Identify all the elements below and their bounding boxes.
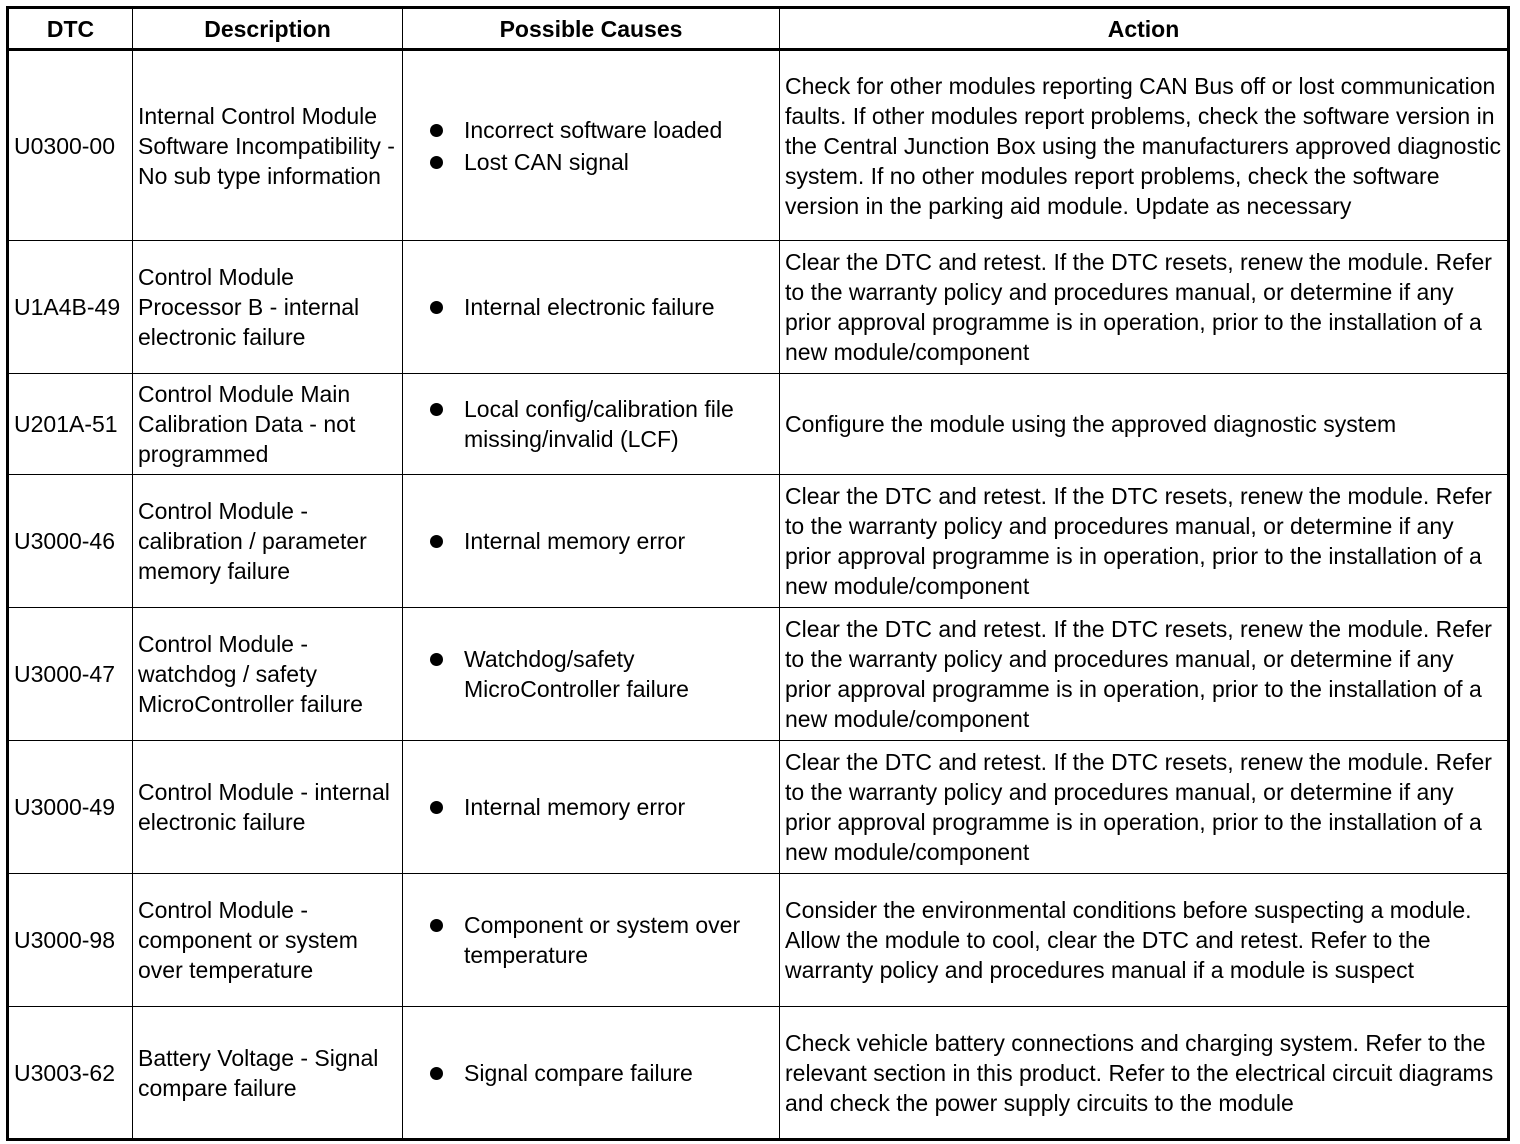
dtc-action: Clear the DTC and retest. If the DTC resets, renew the module. Refer to the warranty policy and procedures manual, or determine if any prior approval programme is in operation, prior to the installation of a new module/component	[780, 241, 1509, 374]
bullet-icon	[430, 1067, 443, 1080]
causes-list	[408, 394, 774, 454]
table-row	[8, 475, 1509, 608]
cause-item	[424, 910, 774, 970]
header-possible-causes: Possible Causes	[403, 8, 780, 50]
table-header	[8, 8, 1509, 50]
cause-text: Component or system over temperature	[464, 912, 741, 968]
cause-text: Internal memory error	[464, 528, 686, 554]
cause-item	[424, 792, 774, 822]
possible-causes	[403, 874, 780, 1007]
bullet-icon	[430, 653, 443, 666]
possible-causes	[403, 1007, 780, 1140]
dtc-code: U3000-98	[8, 874, 133, 1007]
dtc-description: Control Module Main Calibration Data - not programmed	[133, 374, 403, 475]
table-row	[8, 874, 1509, 1007]
bullet-icon	[430, 301, 443, 314]
cause-text: Internal electronic failure	[464, 294, 715, 320]
dtc-code: U3003-62	[8, 1007, 133, 1140]
dtc-description: Control Module - watchdog / safety MicroController failure	[133, 608, 403, 741]
cause-text: Signal compare failure	[464, 1059, 693, 1086]
dtc-action: Configure the module using the approved diagnostic system	[780, 374, 1509, 475]
dtc-action: Check vehicle battery connections and charging system. Refer to the relevant section in this product. Refer to the electrical circuit diagrams and check the power supply circuits to the module	[780, 1007, 1509, 1140]
dtc-code: U201A-51	[8, 374, 133, 475]
causes-list	[408, 644, 774, 704]
header-dtc: DTC	[8, 8, 133, 50]
dtc-code: U3000-46	[8, 475, 133, 608]
possible-causes	[403, 741, 780, 874]
dtc-description: Control Module - calibration / parameter memory failure	[133, 475, 403, 608]
cause-text: Watchdog/safety MicroController failure	[464, 646, 689, 702]
causes-list	[408, 1058, 774, 1088]
header-action: Action	[780, 8, 1509, 50]
cause-item	[424, 526, 774, 556]
cause-item	[424, 115, 774, 145]
bullet-icon	[430, 124, 443, 137]
cause-text: Incorrect software loaded	[464, 116, 723, 143]
bullet-icon	[430, 156, 443, 169]
bullet-icon	[430, 535, 443, 548]
possible-causes	[403, 50, 780, 241]
table-row	[8, 241, 1509, 374]
cause-item	[424, 394, 774, 454]
dtc-description: Control Module Processor B - internal electronic failure	[133, 241, 403, 374]
dtc-action: Consider the environmental conditions before suspecting a module. Allow the module to cool, clear the DTC and retest. Refer to the warranty policy and procedures manual if a module is suspect	[780, 874, 1509, 1007]
causes-list	[408, 526, 774, 556]
dtc-description: Control Module - internal electronic failure	[133, 741, 403, 874]
causes-list	[408, 115, 774, 177]
dtc-description: Internal Control Module Software Incompatibility - No sub type information	[133, 50, 403, 241]
dtc-action: Clear the DTC and retest. If the DTC resets, renew the module. Refer to the warranty policy and procedures manual, or determine if any prior approval programme is in operation, prior to the installation of a new module/component	[780, 741, 1509, 874]
table-body	[8, 50, 1509, 1140]
causes-list	[408, 910, 774, 970]
cause-text: Lost CAN signal	[464, 148, 629, 175]
dtc-table	[6, 6, 1510, 1141]
dtc-code: U0300-00	[8, 50, 133, 241]
cause-text: Local config/calibration file missing/invalid (LCF)	[464, 396, 734, 452]
table-row	[8, 608, 1509, 741]
table-row	[8, 374, 1509, 475]
causes-list	[408, 792, 774, 822]
header-description: Description	[133, 8, 403, 50]
table-row	[8, 741, 1509, 874]
bullet-icon	[430, 403, 443, 416]
dtc-action: Check for other modules reporting CAN Bus off or lost communication faults. If other modules report problems, check the software version in the Central Junction Box using the manufacturers approved diagnostic system. If no other modules report problems, check the software version in the parking aid module. Update as necessary	[780, 50, 1509, 241]
dtc-description: Battery Voltage - Signal compare failure	[133, 1007, 403, 1140]
causes-list	[408, 292, 774, 322]
dtc-action: Clear the DTC and retest. If the DTC resets, renew the module. Refer to the warranty policy and procedures manual, or determine if any prior approval programme is in operation, prior to the installation of a new module/component	[780, 608, 1509, 741]
possible-causes	[403, 608, 780, 741]
dtc-code: U3000-47	[8, 608, 133, 741]
bullet-icon	[430, 919, 443, 932]
dtc-action: Clear the DTC and retest. If the DTC resets, renew the module. Refer to the warranty policy and procedures manual, or determine if any prior approval programme is in operation, prior to the installation of a new module/component	[780, 475, 1509, 608]
cause-text: Internal memory error	[464, 794, 686, 820]
dtc-code: U1A4B-49	[8, 241, 133, 374]
possible-causes	[403, 475, 780, 608]
cause-item	[424, 644, 774, 704]
dtc-description: Control Module - component or system over temperature	[133, 874, 403, 1007]
dtc-code: U3000-49	[8, 741, 133, 874]
header-row	[8, 8, 1509, 50]
possible-causes	[403, 241, 780, 374]
cause-item	[424, 147, 774, 177]
bullet-icon	[430, 801, 443, 814]
cause-item	[424, 292, 774, 322]
cause-item	[424, 1058, 774, 1088]
table-row	[8, 50, 1509, 241]
table-row	[8, 1007, 1509, 1140]
possible-causes	[403, 374, 780, 475]
